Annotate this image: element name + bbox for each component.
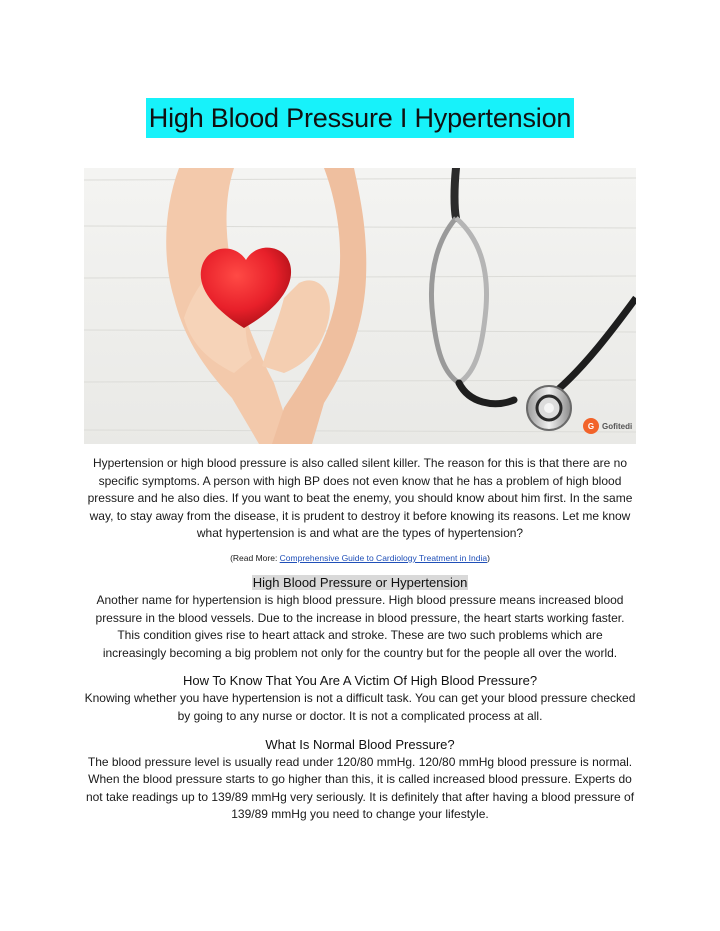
section-paragraph: Knowing whether you have hypertension is not a difficult task. You can get your blood pressure checked by going to any nurse or doctor. It is not a complicated process at all. bbox=[84, 691, 636, 723]
section-paragraph: Another name for hypertension is high blood pressure. High blood pressure means increased blood pressure in the blood vessels. Due to the increase in blood pressure, the heart starts working faster. This condition gives rise to heart attack and stroke. These are two such problems which are increasingly becoming a big problem not only for the country but for the people all over the world. bbox=[95, 592, 625, 660]
section-heading: What Is Normal Blood Pressure? bbox=[265, 736, 455, 752]
title-wrapper bbox=[0, 98, 720, 138]
read-more-link[interactable]: Comprehensive Guide to Cardiology Treatment in India bbox=[279, 552, 488, 563]
section-heading-text: High Blood Pressure or Hypertension bbox=[252, 574, 468, 590]
brand-logo-badge: G bbox=[587, 422, 595, 431]
brand-logo-text: Gofitedi bbox=[602, 422, 633, 431]
section-paragraph: The blood pressure level is usually read under 120/80 mmHg. 120/80 mmHg blood pressure is normal. When the blood pressure starts to go higher than this, it is called increased blood pressure. Experts do not take readings up to 139/89 mmHg very seriously. It is definitely that after having a blood pressure of 139/89 mmHg you need to change your lifestyle. bbox=[85, 754, 635, 822]
hero-illustration bbox=[84, 168, 636, 444]
read-more-suffix: ) bbox=[487, 552, 490, 563]
article-body bbox=[84, 455, 636, 824]
section-heading bbox=[84, 574, 636, 592]
page-title: High Blood Pressure I Hypertension bbox=[146, 98, 574, 138]
read-more-line bbox=[84, 552, 636, 564]
hero-image bbox=[84, 168, 636, 444]
section-heading: How To Know That You Are A Victim Of High Blood Pressure? bbox=[182, 673, 538, 689]
read-more-prefix: (Read More: bbox=[230, 552, 280, 563]
intro-paragraph: Hypertension or high blood pressure is also called silent killer. The reason for this is that there are no specific symptoms. A person with high BP does not even know that he has a problem of high blood pressure and he also dies. If you want to beat the enemy, you should know about him first. In the same way, to stay away from the disease, it is prudent to destroy it before knowing its reasons. Let me know what hypertension is and what are the types of hypertension? bbox=[87, 456, 633, 541]
